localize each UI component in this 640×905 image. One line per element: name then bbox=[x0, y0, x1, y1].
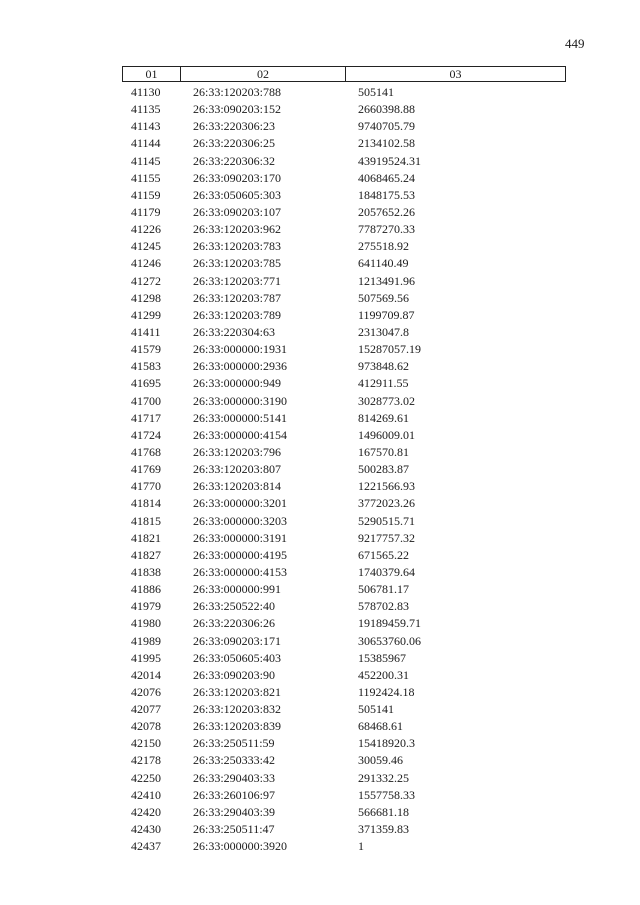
table-cell: 26:33:000000:4153 bbox=[193, 564, 288, 579]
table-cell: 26:33:120203:832 bbox=[193, 702, 282, 717]
table-cell: 41989 bbox=[131, 633, 161, 648]
table-cell: 41298 bbox=[131, 290, 161, 305]
table-cell: 41135 bbox=[131, 102, 161, 117]
table-cell: 506781.17 bbox=[358, 582, 409, 597]
table-cell: 42014 bbox=[131, 667, 161, 682]
table-cell: 505141 bbox=[358, 702, 394, 717]
table-cell: 1199709.87 bbox=[358, 307, 415, 322]
table-cell: 30059.46 bbox=[358, 753, 403, 768]
table-cell: 26:33:000000:3190 bbox=[193, 393, 288, 408]
table-row bbox=[122, 804, 566, 821]
table-cell: 41814 bbox=[131, 496, 161, 511]
table-row bbox=[122, 101, 566, 118]
table-cell: 42430 bbox=[131, 822, 161, 837]
table-row bbox=[122, 461, 566, 478]
table-cell: 1740379.64 bbox=[358, 564, 415, 579]
table-row bbox=[122, 598, 566, 615]
table-row bbox=[122, 478, 566, 495]
table-cell: 26:33:220306:25 bbox=[193, 136, 276, 151]
table-cell: 30653760.06 bbox=[358, 633, 421, 648]
table-cell: 41246 bbox=[131, 256, 161, 271]
table-cell: 26:33:090203:170 bbox=[193, 170, 282, 185]
table-row bbox=[122, 770, 566, 787]
table-cell: 26:33:050605:403 bbox=[193, 650, 282, 665]
table-cell: 291332.25 bbox=[358, 770, 409, 785]
table-cell: 3772023.26 bbox=[358, 496, 415, 511]
table-cell: 41130 bbox=[131, 85, 161, 99]
table-cell: 26:33:290403:39 bbox=[193, 804, 276, 819]
table-row bbox=[122, 375, 566, 392]
table-cell: 9217757.32 bbox=[358, 530, 415, 545]
column-header-02: 02 bbox=[181, 67, 346, 81]
table-cell: 41995 bbox=[131, 650, 161, 665]
table-row bbox=[122, 735, 566, 752]
table-row bbox=[122, 341, 566, 358]
table-cell: 26:33:250333:42 bbox=[193, 753, 276, 768]
table-cell: 973848.62 bbox=[358, 359, 409, 374]
table-cell: 641140.49 bbox=[358, 256, 409, 271]
table-cell: 26:33:290403:33 bbox=[193, 770, 276, 785]
table-cell: 26:33:000000:991 bbox=[193, 582, 282, 597]
table-cell: 42077 bbox=[131, 702, 161, 717]
table-body bbox=[122, 84, 566, 855]
column-header-01: 01 bbox=[123, 67, 181, 81]
table-cell: 1 bbox=[358, 839, 364, 854]
table-cell: 4068465.24 bbox=[358, 170, 415, 185]
table-cell: 26:33:220306:23 bbox=[193, 119, 276, 134]
table-row bbox=[122, 204, 566, 221]
table-header bbox=[122, 66, 566, 82]
table-row bbox=[122, 444, 566, 461]
table-cell: 26:33:250522:40 bbox=[193, 599, 276, 614]
table-cell: 41272 bbox=[131, 273, 161, 288]
table-row bbox=[122, 547, 566, 564]
table-cell: 41144 bbox=[131, 136, 161, 151]
table-row bbox=[122, 410, 566, 427]
table-cell: 41583 bbox=[131, 359, 161, 374]
table-row bbox=[122, 153, 566, 170]
table-cell: 41145 bbox=[131, 153, 161, 168]
page-number: 449 bbox=[565, 36, 585, 51]
table-cell: 26:33:000000:3201 bbox=[193, 496, 288, 511]
table-row bbox=[122, 615, 566, 632]
table-cell: 26:33:220306:32 bbox=[193, 153, 276, 168]
table-cell: 41695 bbox=[131, 376, 161, 391]
table-row bbox=[122, 667, 566, 684]
table-row bbox=[122, 495, 566, 512]
table-cell: 26:33:120203:821 bbox=[193, 684, 282, 699]
table-cell: 578702.83 bbox=[358, 599, 409, 614]
table-cell: 26:33:260106:97 bbox=[193, 787, 276, 802]
table-row bbox=[122, 684, 566, 701]
table-cell: 412911.55 bbox=[358, 376, 409, 391]
table-cell: 26:33:000000:3203 bbox=[193, 513, 288, 528]
table-cell: 42410 bbox=[131, 787, 161, 802]
table-row bbox=[122, 170, 566, 187]
table-cell: 26:33:120203:789 bbox=[193, 307, 282, 322]
table-cell: 26:33:000000:3920 bbox=[193, 839, 288, 854]
table-cell: 41980 bbox=[131, 616, 161, 631]
table-row bbox=[122, 650, 566, 667]
table-cell: 2134102.58 bbox=[358, 136, 415, 151]
table-cell: 41886 bbox=[131, 582, 161, 597]
table-cell: 26:33:250511:59 bbox=[193, 736, 275, 751]
table-cell: 507569.56 bbox=[358, 290, 409, 305]
table-cell: 26:33:120203:783 bbox=[193, 239, 282, 254]
table-row bbox=[122, 838, 566, 855]
table-cell: 452200.31 bbox=[358, 667, 409, 682]
table-cell: 26:33:120203:787 bbox=[193, 290, 282, 305]
table-cell: 41815 bbox=[131, 513, 161, 528]
table-row bbox=[122, 633, 566, 650]
table-cell: 15418920.3 bbox=[358, 736, 415, 751]
table-row bbox=[122, 787, 566, 804]
table-row bbox=[122, 187, 566, 204]
table-cell: 9740705.79 bbox=[358, 119, 415, 134]
table-cell: 41827 bbox=[131, 547, 161, 562]
table-cell: 3028773.02 bbox=[358, 393, 415, 408]
table-cell: 500283.87 bbox=[358, 462, 409, 477]
table-cell: 41724 bbox=[131, 427, 161, 442]
table-row bbox=[122, 752, 566, 769]
table-cell: 505141 bbox=[358, 85, 394, 99]
table-cell: 1221566.93 bbox=[358, 479, 415, 494]
table-cell: 26:33:000000:3191 bbox=[193, 530, 288, 545]
table-cell: 26:33:120203:796 bbox=[193, 444, 282, 459]
table-cell: 41245 bbox=[131, 239, 161, 254]
table-cell: 26:33:090203:171 bbox=[193, 633, 282, 648]
table-cell: 1192424.18 bbox=[358, 684, 415, 699]
table-cell: 41179 bbox=[131, 204, 161, 219]
table-cell: 1848175.53 bbox=[358, 187, 415, 202]
table-cell: 26:33:120203:962 bbox=[193, 222, 282, 237]
table-cell: 1496009.01 bbox=[358, 427, 415, 442]
table-cell: 371359.83 bbox=[358, 822, 409, 837]
table-cell: 26:33:090203:90 bbox=[193, 667, 276, 682]
table-cell: 41770 bbox=[131, 479, 161, 494]
table-cell: 2313047.8 bbox=[358, 324, 409, 339]
table-cell: 43919524.31 bbox=[358, 153, 421, 168]
table-cell: 26:33:000000:2936 bbox=[193, 359, 288, 374]
table-cell: 275518.92 bbox=[358, 239, 409, 254]
table-cell: 26:33:120203:839 bbox=[193, 719, 282, 734]
table-cell: 19189459.71 bbox=[358, 616, 421, 631]
table-row bbox=[122, 255, 566, 272]
table-cell: 42250 bbox=[131, 770, 161, 785]
table-cell: 566681.18 bbox=[358, 804, 409, 819]
table-cell: 5290515.71 bbox=[358, 513, 415, 528]
table-row bbox=[122, 135, 566, 152]
table-cell: 41979 bbox=[131, 599, 161, 614]
table-cell: 41769 bbox=[131, 462, 161, 477]
table-cell: 41226 bbox=[131, 222, 161, 237]
table-cell: 41821 bbox=[131, 530, 161, 545]
table-cell: 15287057.19 bbox=[358, 342, 421, 357]
table-row bbox=[122, 581, 566, 598]
table-cell: 41143 bbox=[131, 119, 161, 134]
table-row bbox=[122, 238, 566, 255]
table-cell: 41579 bbox=[131, 342, 161, 357]
table-cell: 26:33:120203:807 bbox=[193, 462, 282, 477]
table-cell: 167570.81 bbox=[358, 444, 409, 459]
table-cell: 2057652.26 bbox=[358, 204, 415, 219]
table-cell: 26:33:120203:785 bbox=[193, 256, 282, 271]
table-cell: 26:33:000000:5141 bbox=[193, 410, 288, 425]
table-row bbox=[122, 530, 566, 547]
table-cell: 68468.61 bbox=[358, 719, 403, 734]
table-row bbox=[122, 701, 566, 718]
table-cell: 26:33:120203:788 bbox=[193, 85, 282, 99]
table-cell: 41411 bbox=[131, 324, 161, 339]
table-cell: 1557758.33 bbox=[358, 787, 415, 802]
table-cell: 26:33:220306:26 bbox=[193, 616, 276, 631]
table-row bbox=[122, 718, 566, 735]
table-row bbox=[122, 84, 566, 101]
table-cell: 26:33:090203:107 bbox=[193, 204, 282, 219]
table-cell: 41155 bbox=[131, 170, 161, 185]
table-cell: 42076 bbox=[131, 684, 161, 699]
table-cell: 26:33:000000:949 bbox=[193, 376, 282, 391]
table-row bbox=[122, 564, 566, 581]
table-cell: 42420 bbox=[131, 804, 161, 819]
table-row bbox=[122, 118, 566, 135]
table-row bbox=[122, 324, 566, 341]
table-cell: 26:33:000000:4195 bbox=[193, 547, 288, 562]
table-cell: 42437 bbox=[131, 839, 161, 854]
table-cell: 26:33:000000:4154 bbox=[193, 427, 288, 442]
table-cell: 41768 bbox=[131, 444, 161, 459]
table-cell: 1213491.96 bbox=[358, 273, 415, 288]
table-cell: 26:33:220304:63 bbox=[193, 324, 276, 339]
table-row bbox=[122, 513, 566, 530]
table-cell: 41700 bbox=[131, 393, 161, 408]
table-cell: 26:33:120203:771 bbox=[193, 273, 282, 288]
table-row bbox=[122, 393, 566, 410]
table-row bbox=[122, 821, 566, 838]
table-row bbox=[122, 290, 566, 307]
table-cell: 26:33:090203:152 bbox=[193, 102, 282, 117]
table-row bbox=[122, 307, 566, 324]
table-cell: 41299 bbox=[131, 307, 161, 322]
table-cell: 7787270.33 bbox=[358, 222, 415, 237]
table-cell: 26:33:250511:47 bbox=[193, 822, 275, 837]
table-cell: 41717 bbox=[131, 410, 161, 425]
table-cell: 26:33:050605:303 bbox=[193, 187, 282, 202]
table-cell: 41159 bbox=[131, 187, 161, 202]
table-cell: 26:33:000000:1931 bbox=[193, 342, 288, 357]
table-row bbox=[122, 427, 566, 444]
table-cell: 42078 bbox=[131, 719, 161, 734]
table-row bbox=[122, 221, 566, 238]
table-cell: 814269.61 bbox=[358, 410, 409, 425]
column-header-03: 03 bbox=[449, 67, 462, 81]
table-cell: 2660398.88 bbox=[358, 102, 415, 117]
table-cell: 41838 bbox=[131, 564, 161, 579]
table-cell: 15385967 bbox=[358, 650, 406, 665]
table-row bbox=[122, 273, 566, 290]
table-row bbox=[122, 358, 566, 375]
table-cell: 42178 bbox=[131, 753, 161, 768]
table-cell: 26:33:120203:814 bbox=[193, 479, 282, 494]
table-cell: 42150 bbox=[131, 736, 161, 751]
table-cell: 671565.22 bbox=[358, 547, 409, 562]
